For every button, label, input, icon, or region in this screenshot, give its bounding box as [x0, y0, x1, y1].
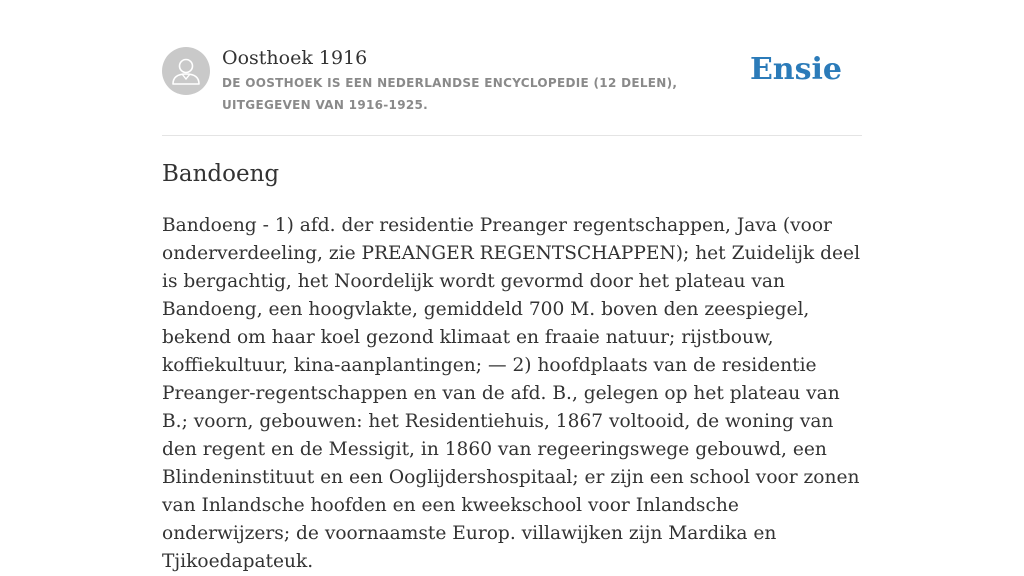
entry-title: Bandoeng: [162, 161, 280, 187]
entry-body: Bandoeng - 1) afd. der residentie Preanger regentschappen, Java (voor onderverdeeling, zie PREANGER REGENTSCHAPPEN); het Zuidelijk deel is bergachtig, het Noordelijk wordt gevormd door het plateau van Bandoeng, een hoogvlakte, gemiddeld 700 M. boven den zeespiegel, bekend om haar koel gezond klimaat en fraaie natuur; rijstbouw, koffiekultuur, kina-aanplantingen; — 2) hoofdplaats van de residentie Preanger-regentschappen en van de afd. B., gelegen op het plateau van B.; voorn, gebouwen: het Residentiehuis, 1867 voltooid, de woning van den regent en de Messigit, in 1860 van regeeringswege gebouwd, een Blindeninstituut en een Ooglijdershospitaal; er zijn een school voor zonen van Inlandsche hoofden en een kweekschool voor Inlandsche onderwijzers; de voornaamste Europ. villawijken zijn Mardika en Tjikoedapateuk.: [162, 215, 861, 572]
source-title[interactable]: Oosthoek 1916: [222, 47, 368, 69]
ensie-logo-link[interactable]: Ensie: [749, 52, 842, 87]
header-divider: [162, 135, 862, 136]
source-header: [162, 46, 862, 118]
source-description: DE OOSTHOEK IS EEN NEDERLANDSE ENCYCLOPEDIE (12 DELEN), UITGEGEVEN VAN 1916-1925.: [222, 76, 678, 112]
user-avatar-icon[interactable]: [162, 47, 210, 95]
